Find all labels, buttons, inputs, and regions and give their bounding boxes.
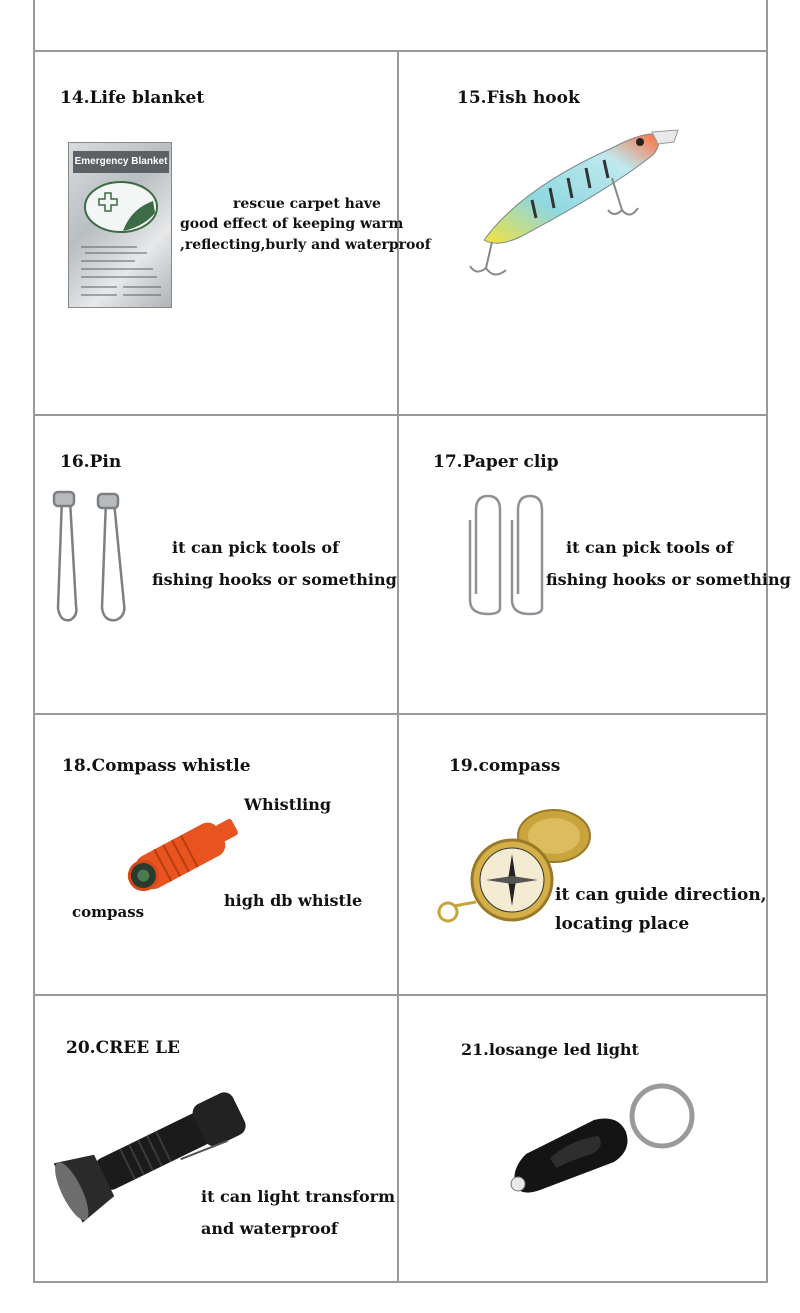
compass-title: 19.compass: [449, 756, 561, 776]
life-blanket-text-line: rescue carpet have: [233, 196, 381, 212]
paper-clips-icon: [462, 490, 548, 616]
keychain-led-light-icon: [506, 1080, 710, 1200]
life-blanket-title: 14.Life blanket: [60, 88, 205, 108]
pin-text-line: it can pick tools of: [172, 538, 339, 557]
paper-clip-text-line: it can pick tools of: [566, 538, 733, 557]
cree-led-text-line: it can light transform: [201, 1187, 396, 1206]
life-blanket-text-line: ,reflecting,burly and waterproof: [180, 237, 431, 253]
row-divider: [33, 713, 768, 715]
life-blanket-text-line: good effect of keeping warm: [180, 216, 404, 232]
pin-title: 16.Pin: [60, 452, 122, 472]
column-divider: [397, 50, 399, 1283]
fishing-lure-icon: [462, 118, 684, 290]
whistling-label: Whistling: [244, 795, 332, 814]
paper-clip-title: 17.Paper clip: [433, 452, 559, 472]
compass-whistle-title: 18.Compass whistle: [62, 756, 251, 776]
row-divider: [33, 50, 768, 52]
high-db-whistle-label: high db whistle: [224, 891, 363, 910]
compass-whistle-icon: [118, 800, 248, 895]
blanket-fine-print-icon: [77, 241, 165, 301]
row-divider: [33, 414, 768, 416]
compass-label: compass: [72, 903, 145, 921]
cree-led-title: 20.CREE LE: [66, 1038, 180, 1058]
blanket-illustration-icon: [83, 179, 159, 235]
brass-compass-icon: [436, 806, 596, 928]
row-divider: [33, 994, 768, 996]
cree-led-text-line: and waterproof: [201, 1219, 338, 1238]
compass-text-line: locating place: [555, 914, 690, 934]
blanket-package-label: Emergency Blanket: [73, 151, 169, 173]
emergency-blanket-image: [68, 142, 172, 308]
losange-led-title: 21.losange led light: [461, 1040, 639, 1059]
safety-pins-icon: [50, 490, 142, 626]
paper-clip-text-line: fishing hooks or something: [546, 570, 791, 589]
pin-text-line: fishing hooks or something: [152, 570, 397, 589]
compass-text-line: it can guide direction,: [555, 885, 767, 905]
fish-hook-title: 15.Fish hook: [457, 88, 580, 108]
